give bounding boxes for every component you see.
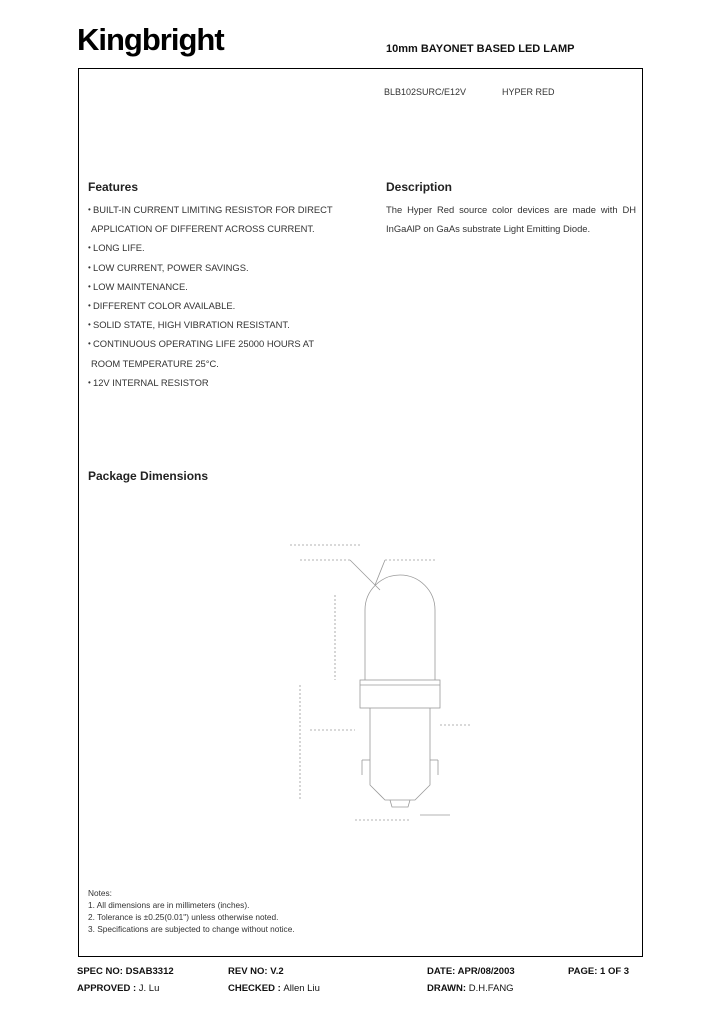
description-text: The Hyper Red source color devices are made with DH InGaAlP on GaAs substrate Light Emitting Diode. [386,204,636,235]
bullet-icon: • [88,301,91,311]
drawn-by: DRAWN: D.H.FANG [427,983,514,994]
bullet-icon: • [88,243,91,253]
part-number: BLB102SURC/E12V [384,87,467,97]
bayonet-base [370,708,430,800]
package-heading: Package Dimensions [88,469,209,483]
feature-item: • BUILT-IN CURRENT LIMITING RESISTOR FOR DIRECT [88,200,358,219]
note-item: 3. Specifications are subjected to change without notice. [88,924,295,934]
bullet-icon: • [88,281,91,291]
feature-item: ROOM TEMPERATURE 25°C. [91,357,219,369]
checked-by: CHECKED : Allen Liu [228,983,320,994]
feature-item: • LOW MAINTENANCE. [88,277,358,296]
bullet-icon: • [88,377,91,387]
features-list [88,200,358,392]
page-number: PAGE: 1 OF 3 [568,966,630,977]
notes-block [88,887,295,935]
description-heading: Description [386,180,453,194]
package-drawing [280,535,480,845]
approved-by: APPROVED : J. Lu [77,983,160,994]
notes-heading: Notes: [88,888,112,898]
feature-item: • SOLID STATE, HIGH VIBRATION RESISTANT. [88,315,358,334]
feature-item: APPLICATION OF DIFFERENT ACROSS CURRENT. [91,223,315,235]
part-color: HYPER RED [502,87,555,97]
date: DATE: APR/08/2003 [427,966,515,977]
note-item: 1. All dimensions are in millimeters (inches). [88,900,250,910]
feature-item: • 12V INTERNAL RESISTOR [88,373,358,392]
bullet-icon: • [88,339,91,349]
note-item: 2. Tolerance is ±0.25(0.01") unless otherwise noted. [88,912,279,922]
lens-dome [365,575,435,680]
document-title: 10mm BAYONET BASED LED LAMP [386,43,575,55]
brand-logo: Kingbright [77,22,224,57]
bullet-icon: • [88,262,91,272]
bullet-icon: • [88,320,91,330]
feature-item: • DIFFERENT COLOR AVAILABLE. [88,296,358,315]
feature-item: • CONTINUOUS OPERATING LIFE 25000 HOURS AT [88,334,358,353]
feature-item: • LONG LIFE. [88,238,358,257]
features-heading: Features [88,180,139,194]
revision-number: REV NO: V.2 [228,966,284,977]
feature-item: • LOW CURRENT, POWER SAVINGS. [88,258,358,277]
spec-number: SPEC NO: DSAB3312 [77,966,174,977]
flange [360,680,440,708]
bullet-icon: • [88,205,91,214]
